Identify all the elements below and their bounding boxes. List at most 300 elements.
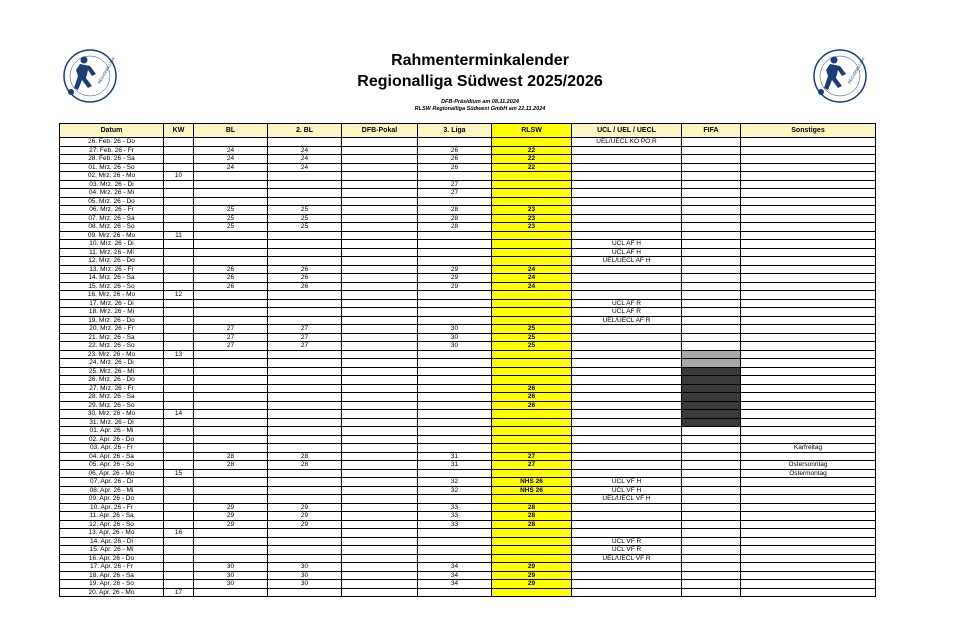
cell-kw [164, 401, 194, 410]
cell-3liga: 33 [418, 503, 492, 512]
cell-bl [194, 427, 268, 436]
cell-3liga: 32 [418, 486, 492, 495]
table-row [60, 189, 876, 198]
cell-dfb-pokal [342, 435, 418, 444]
cell-date: 06. Mrz. 26 - Fr [60, 206, 164, 215]
cell-3liga [418, 197, 492, 206]
cell-kw [164, 503, 194, 512]
cell-dfb-pokal [342, 444, 418, 453]
cell-kw [164, 333, 194, 342]
cell-date: 17. Apr. 26 - Fr [60, 563, 164, 572]
cell-sonstiges: Karfreitag [741, 444, 876, 453]
cell-ucl [572, 172, 682, 181]
table-row [60, 478, 876, 487]
cell-dfb-pokal [342, 282, 418, 291]
col-header-dfb-pokal: DFB-Pokal [342, 124, 418, 138]
cell-fifa [682, 503, 741, 512]
cell-bl: 30 [194, 580, 268, 589]
cell-3liga: 29 [418, 282, 492, 291]
cell-date: 02. Apr. 26 - Do [60, 435, 164, 444]
cell-rlsw: 22 [492, 163, 572, 172]
cell-rlsw [492, 495, 572, 504]
cell-kw [164, 444, 194, 453]
cell-date: 12. Apr. 26 - So [60, 520, 164, 529]
cell-ucl [572, 223, 682, 232]
cell-fifa [682, 486, 741, 495]
cell-bl2 [268, 240, 342, 249]
cell-bl [194, 469, 268, 478]
cell-sonstiges [741, 172, 876, 181]
cell-fifa [682, 240, 741, 249]
cell-sonstiges [741, 350, 876, 359]
cell-date: 29. Mrz. 26 - So [60, 401, 164, 410]
cell-fifa [682, 563, 741, 572]
cell-dfb-pokal [342, 257, 418, 266]
cell-sonstiges [741, 401, 876, 410]
cell-fifa [682, 180, 741, 189]
cell-kw [164, 189, 194, 198]
cell-kw [164, 214, 194, 223]
cell-rlsw: 25 [492, 325, 572, 334]
cell-bl: 26 [194, 274, 268, 283]
cell-bl [194, 418, 268, 427]
table-row [60, 529, 876, 538]
cell-fifa [682, 580, 741, 589]
cell-fifa [682, 325, 741, 334]
cell-sonstiges [741, 554, 876, 563]
cell-sonstiges [741, 512, 876, 521]
cell-date: 05. Mrz. 26 - Do [60, 197, 164, 206]
cell-ucl [572, 350, 682, 359]
cell-bl2 [268, 537, 342, 546]
cell-ucl [572, 393, 682, 402]
cell-kw [164, 180, 194, 189]
cell-rlsw: 24 [492, 274, 572, 283]
cell-date: 11. Apr. 26 - Sa [60, 512, 164, 521]
cell-bl2 [268, 257, 342, 266]
cell-date: 09. Mrz. 26 - Mo [60, 231, 164, 240]
cell-sonstiges [741, 546, 876, 555]
cell-3liga [418, 240, 492, 249]
table-row [60, 146, 876, 155]
cell-3liga: 33 [418, 520, 492, 529]
cell-bl [194, 588, 268, 597]
svg-text:REGIONALLIGA: REGIONALLIGA [846, 56, 866, 85]
cell-3liga [418, 537, 492, 546]
cell-rlsw: 25 [492, 342, 572, 351]
cell-rlsw [492, 350, 572, 359]
cell-ucl [572, 503, 682, 512]
cell-date: 27. Mrz. 26 - Fr [60, 384, 164, 393]
cell-rlsw [492, 444, 572, 453]
cell-fifa [682, 461, 741, 470]
cell-dfb-pokal [342, 180, 418, 189]
cell-dfb-pokal [342, 427, 418, 436]
cell-bl2: 29 [268, 520, 342, 529]
cell-date: 25. Mrz. 26 - Mi [60, 367, 164, 376]
approval-note-dfb: DFB-Präsidium am 08.11.2024 [441, 99, 519, 105]
table-row [60, 223, 876, 232]
cell-sonstiges [741, 197, 876, 206]
cell-3liga: 26 [418, 163, 492, 172]
cell-bl: 27 [194, 333, 268, 342]
cell-3liga [418, 138, 492, 147]
cell-rlsw: 28 [492, 520, 572, 529]
cell-rlsw: 27 [492, 452, 572, 461]
cell-dfb-pokal [342, 350, 418, 359]
cell-3liga: 29 [418, 265, 492, 274]
table-row [60, 359, 876, 368]
cell-3liga [418, 231, 492, 240]
cell-kw [164, 367, 194, 376]
cell-dfb-pokal [342, 240, 418, 249]
cell-bl2 [268, 469, 342, 478]
cell-date: 26. Feb. 26 - Do [60, 138, 164, 147]
cell-bl: 25 [194, 214, 268, 223]
cell-fifa [682, 206, 741, 215]
cell-ucl: UCL VF H [572, 486, 682, 495]
cell-rlsw [492, 529, 572, 538]
cell-date: 27. Feb. 26 - Fr [60, 146, 164, 155]
cell-bl2: 24 [268, 146, 342, 155]
cell-sonstiges [741, 418, 876, 427]
cell-bl: 30 [194, 563, 268, 572]
cell-ucl: UEL/UECL AF H [572, 257, 682, 266]
table-row [60, 308, 876, 317]
cell-bl [194, 410, 268, 419]
cell-fifa [682, 444, 741, 453]
cell-bl [194, 138, 268, 147]
cell-date: 03. Mrz. 26 - Di [60, 180, 164, 189]
table-row [60, 427, 876, 436]
cell-bl: 29 [194, 512, 268, 521]
cell-rlsw [492, 410, 572, 419]
cell-dfb-pokal [342, 214, 418, 223]
cell-dfb-pokal [342, 274, 418, 283]
cell-kw [164, 299, 194, 308]
cell-sonstiges [741, 376, 876, 385]
cell-rlsw [492, 180, 572, 189]
cell-kw [164, 248, 194, 257]
cell-sonstiges [741, 299, 876, 308]
cell-3liga [418, 495, 492, 504]
cell-dfb-pokal [342, 571, 418, 580]
table-row [60, 580, 876, 589]
cell-bl2 [268, 299, 342, 308]
cell-bl [194, 401, 268, 410]
cell-dfb-pokal [342, 486, 418, 495]
cell-ucl [572, 163, 682, 172]
cell-bl2: 25 [268, 223, 342, 232]
col-header-datum: Datum [60, 124, 164, 138]
cell-date: 19. Apr. 26 - So [60, 580, 164, 589]
cell-3liga: 30 [418, 342, 492, 351]
page-title: Rahmenterminkalender [391, 52, 569, 69]
cell-sonstiges [741, 435, 876, 444]
cell-date: 03. Apr. 26 - Fr [60, 444, 164, 453]
cell-rlsw [492, 291, 572, 300]
cell-ucl [572, 180, 682, 189]
cell-sonstiges [741, 248, 876, 257]
cell-rlsw: 22 [492, 155, 572, 164]
table-row [60, 571, 876, 580]
table-row [60, 274, 876, 283]
cell-fifa [682, 529, 741, 538]
cell-sonstiges [741, 495, 876, 504]
cell-sonstiges [741, 393, 876, 402]
cell-kw [164, 478, 194, 487]
cell-rlsw: 27 [492, 461, 572, 470]
cell-fifa [682, 418, 741, 427]
cell-rlsw [492, 257, 572, 266]
cell-fifa [682, 231, 741, 240]
cell-ucl [572, 588, 682, 597]
cell-rlsw: 29 [492, 571, 572, 580]
cell-sonstiges [741, 231, 876, 240]
cell-rlsw: 23 [492, 223, 572, 232]
cell-rlsw [492, 231, 572, 240]
cell-bl2 [268, 401, 342, 410]
cell-bl [194, 248, 268, 257]
cell-ucl: UCL VF R [572, 537, 682, 546]
cell-bl [194, 350, 268, 359]
cell-date: 04. Mrz. 26 - Mi [60, 189, 164, 198]
cell-bl2: 24 [268, 163, 342, 172]
cell-3liga: 34 [418, 571, 492, 580]
cell-dfb-pokal [342, 359, 418, 368]
cell-fifa [682, 512, 741, 521]
cell-bl: 24 [194, 146, 268, 155]
cell-3liga [418, 299, 492, 308]
cell-date: 22. Mrz. 26 - So [60, 342, 164, 351]
cell-rlsw [492, 248, 572, 257]
cell-kw [164, 308, 194, 317]
cell-ucl [572, 274, 682, 283]
cell-rlsw: 23 [492, 206, 572, 215]
cell-3liga [418, 393, 492, 402]
cell-fifa [682, 274, 741, 283]
cell-ucl [572, 461, 682, 470]
cell-fifa [682, 469, 741, 478]
col-header-bl: BL [194, 124, 268, 138]
table-row [60, 367, 876, 376]
table-row [60, 206, 876, 215]
cell-date: 23. Mrz. 26 - Mo [60, 350, 164, 359]
cell-bl2 [268, 350, 342, 359]
cell-3liga [418, 257, 492, 266]
cell-date: 11. Mrz. 26 - Mi [60, 248, 164, 257]
cell-bl: 26 [194, 265, 268, 274]
page-subtitle: Regionalliga Südwest 2025/2026 [357, 73, 603, 90]
cell-bl: 30 [194, 571, 268, 580]
cell-sonstiges [741, 503, 876, 512]
cell-ucl [572, 214, 682, 223]
cell-rlsw [492, 172, 572, 181]
cell-bl2 [268, 444, 342, 453]
cell-fifa [682, 546, 741, 555]
table-row [60, 503, 876, 512]
cell-kw [164, 223, 194, 232]
cell-sonstiges [741, 571, 876, 580]
cell-sonstiges [741, 265, 876, 274]
cell-3liga: 30 [418, 333, 492, 342]
cell-bl [194, 554, 268, 563]
cell-fifa [682, 401, 741, 410]
cell-bl2 [268, 308, 342, 317]
cell-date: 15. Mrz. 26 - So [60, 282, 164, 291]
cell-bl2 [268, 495, 342, 504]
col-header-rlsw: RLSW [492, 124, 572, 138]
cell-bl [194, 316, 268, 325]
cell-ucl: UEL/UECL AF R [572, 316, 682, 325]
table-row [60, 452, 876, 461]
cell-fifa [682, 537, 741, 546]
cell-ucl [572, 384, 682, 393]
cell-date: 07. Apr. 26 - Di [60, 478, 164, 487]
cell-bl2 [268, 486, 342, 495]
cell-bl [194, 189, 268, 198]
cell-bl [194, 291, 268, 300]
cell-date: 07. Mrz. 26 - Sa [60, 214, 164, 223]
cell-rlsw: 29 [492, 580, 572, 589]
cell-fifa [682, 308, 741, 317]
cell-date: 18. Mrz. 26 - Mi [60, 308, 164, 317]
cell-date: 13. Apr. 26 - Mo [60, 529, 164, 538]
cell-3liga [418, 350, 492, 359]
cell-bl2: 28 [268, 461, 342, 470]
table-row [60, 257, 876, 266]
cell-rlsw: 26 [492, 384, 572, 393]
cell-dfb-pokal [342, 231, 418, 240]
cell-bl [194, 257, 268, 266]
cell-bl2 [268, 180, 342, 189]
table-row [60, 376, 876, 385]
cell-sonstiges [741, 282, 876, 291]
cell-bl2: 28 [268, 452, 342, 461]
cell-kw [164, 520, 194, 529]
cell-ucl [572, 189, 682, 198]
cell-3liga [418, 529, 492, 538]
cell-sonstiges [741, 342, 876, 351]
cell-3liga: 31 [418, 461, 492, 470]
cell-dfb-pokal [342, 333, 418, 342]
cell-sonstiges [741, 520, 876, 529]
cell-bl2: 24 [268, 155, 342, 164]
cell-bl [194, 444, 268, 453]
cell-bl [194, 180, 268, 189]
cell-fifa [682, 435, 741, 444]
cell-date: 24. Mrz. 26 - Di [60, 359, 164, 368]
cell-rlsw [492, 546, 572, 555]
cell-sonstiges [741, 257, 876, 266]
cell-sonstiges [741, 291, 876, 300]
cell-rlsw: 28 [492, 512, 572, 521]
cell-date: 14. Apr. 26 - Di [60, 537, 164, 546]
cell-fifa [682, 316, 741, 325]
cell-bl [194, 240, 268, 249]
table-row [60, 393, 876, 402]
cell-sonstiges [741, 223, 876, 232]
cell-date: 04. Apr. 26 - Sa [60, 452, 164, 461]
cell-fifa [682, 520, 741, 529]
cell-kw [164, 418, 194, 427]
cell-dfb-pokal [342, 197, 418, 206]
cell-bl: 29 [194, 520, 268, 529]
cell-ucl [572, 325, 682, 334]
cell-rlsw: 28 [492, 503, 572, 512]
cell-date: 31. Mrz. 26 - Di [60, 418, 164, 427]
table-row [60, 282, 876, 291]
cell-bl: 24 [194, 155, 268, 164]
cell-dfb-pokal [342, 546, 418, 555]
cell-bl: 28 [194, 461, 268, 470]
cell-date: 08. Apr. 26 - Mi [60, 486, 164, 495]
col-header-sonstiges: Sonstiges [741, 124, 876, 138]
cell-ucl [572, 444, 682, 453]
cell-fifa [682, 214, 741, 223]
svg-text:REGIONALLIGA: REGIONALLIGA [96, 56, 116, 85]
cell-rlsw [492, 376, 572, 385]
cell-date: 28. Mrz. 26 - Sa [60, 393, 164, 402]
cell-kw [164, 435, 194, 444]
cell-bl [194, 546, 268, 555]
cell-ucl [572, 520, 682, 529]
cell-sonstiges [741, 427, 876, 436]
cell-bl [194, 537, 268, 546]
cell-date: 09. Apr. 26 - Do [60, 495, 164, 504]
cell-kw [164, 146, 194, 155]
cell-ucl: UCL VF R [572, 546, 682, 555]
cell-date: 16. Apr. 26 - Do [60, 554, 164, 563]
cell-date: 19. Mrz. 26 - Do [60, 316, 164, 325]
cell-kw [164, 257, 194, 266]
cell-bl2 [268, 529, 342, 538]
cell-sonstiges [741, 410, 876, 419]
cell-fifa [682, 223, 741, 232]
cell-fifa [682, 410, 741, 419]
cell-bl [194, 529, 268, 538]
cell-fifa [682, 282, 741, 291]
cell-sonstiges [741, 588, 876, 597]
cell-bl: 29 [194, 503, 268, 512]
cell-dfb-pokal [342, 580, 418, 589]
cell-dfb-pokal [342, 384, 418, 393]
table-row [60, 469, 876, 478]
cell-3liga [418, 367, 492, 376]
cell-bl [194, 435, 268, 444]
cell-sonstiges [741, 452, 876, 461]
cell-kw [164, 461, 194, 470]
cell-fifa [682, 359, 741, 368]
cell-ucl [572, 571, 682, 580]
table-row [60, 316, 876, 325]
cell-kw [164, 316, 194, 325]
cell-bl [194, 376, 268, 385]
cell-date: 26. Mrz. 26 - Do [60, 376, 164, 385]
cell-fifa [682, 138, 741, 147]
cell-bl: 27 [194, 325, 268, 334]
cell-date: 08. Mrz. 26 - So [60, 223, 164, 232]
cell-fifa [682, 265, 741, 274]
cell-sonstiges [741, 384, 876, 393]
cell-fifa [682, 588, 741, 597]
cell-bl2: 29 [268, 503, 342, 512]
cell-bl: 27 [194, 342, 268, 351]
cell-sonstiges [741, 180, 876, 189]
cell-dfb-pokal [342, 452, 418, 461]
cell-kw [164, 197, 194, 206]
cell-dfb-pokal [342, 478, 418, 487]
